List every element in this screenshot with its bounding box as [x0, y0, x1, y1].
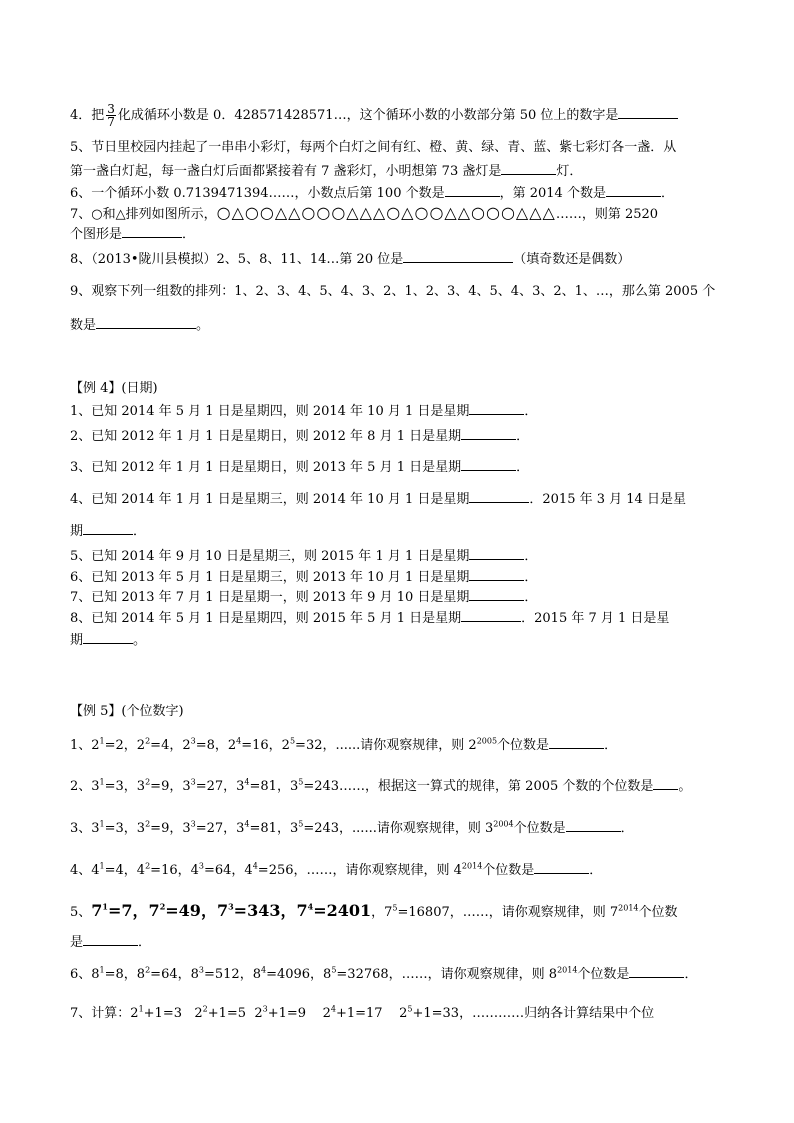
answer-blank[interactable] — [83, 932, 138, 946]
question-8: 8、（2013•陇川县模拟）2、5、8、11、14…第 20 位是 （填奇数还是偶数） — [70, 249, 724, 268]
ex4-q1: 1、已知 2014 年 5 月 1 日是星期四，则 2014 年 10 月 1 日是星期 ． — [70, 401, 724, 420]
ex4-q7: 7、已知 2013 年 7 月 1 日是星期一，则 2013 年 9 月 10 日是星期 ． — [70, 587, 724, 606]
answer-blank[interactable] — [618, 105, 678, 119]
answer-blank[interactable] — [469, 587, 524, 601]
ex5-q7: 7、计算：$2^1+1=3$ $2^2+1=5$ $2^3+1=9$ $2^4+1=17$ $2^5+1=33$，…………归纳各计算结果中个位 — [70, 1004, 655, 1021]
answer-blank[interactable] — [469, 567, 524, 581]
ex5-q5: 5、$7^1=7$，$7^2=49$，$7^3=343$，$7^4=2401$，$7^5=16807$，……，请你观察规律，则 $7^{2014}$个位数 — [70, 901, 678, 920]
answer-blank[interactable] — [606, 183, 661, 197]
question-7: 7、○和△排列如图所示，○△○○△△○○○△△△○△○○△△○○○△△△……，则第 2520 — [70, 203, 659, 222]
question-9-line1: 9、观察下列一组数的排列：1、2、3、4、5、4、3、2、1、2、3、4、5、4、3、2、1、…，那么第 2005 个 — [70, 284, 716, 299]
ex5-q5-line2: 是 ． — [70, 932, 724, 951]
ex5-q6: 6、$8^1=8$，$8^2=64$，$8^3=512$，$8^4=4096$，$8^5=32768$，……，请你观察规律，则 $8^{2014}$个位数是 ． — [70, 965, 698, 982]
shape-sequence: ○△○○△△○○○△△△○△○○△△○○○△△△ — [216, 203, 556, 222]
answer-blank[interactable] — [549, 735, 604, 749]
answer-blank[interactable] — [653, 776, 678, 790]
ex4-q3: 3、已知 2012 年 1 月 1 日是星期日，则 2013 年 5 月 1 日是星期 ． — [70, 457, 724, 476]
answer-blank[interactable] — [461, 457, 516, 471]
ex4-q5: 5、已知 2014 年 9 月 10 日是星期三，则 2015 年 1 月 1 日是星期 ． — [70, 546, 724, 565]
ex5-q4: 4、$4^1=4$，$4^2=16$，$4^3=64$，$4^4=256$，……，请你观察规律，则 $4^{2014}$个位数是 ． — [70, 861, 603, 878]
answer-blank[interactable] — [469, 489, 529, 503]
ex4-q4: 4、已知 2014 年 1 月 1 日是星期三，则 2014 年 10 月 1 日是星期 ．2015 年 3 月 14 日是星 — [70, 489, 724, 508]
ex5-q2: 2、$3^1=3$，$3^2=9$，$3^3=27$，$3^4=81$，$3^5=243\dots\dots$，根据这一算式的规律，第 2005 个数的个位数是 。 — [70, 777, 692, 794]
answer-blank[interactable] — [96, 315, 196, 329]
answer-blank[interactable] — [566, 818, 621, 832]
example-5-header: 【例 5】(个位数字) — [70, 704, 184, 719]
answer-blank[interactable] — [403, 249, 513, 263]
ex4-q8: 8、已知 2014 年 5 月 1 日是星期四，则 2015 年 5 月 1 日是星期 ．2015 年 7 月 1 日是星 — [70, 608, 724, 627]
answer-blank[interactable] — [445, 183, 500, 197]
answer-blank[interactable] — [469, 401, 524, 415]
ex4-q6: 6、已知 2013 年 5 月 1 日是星期三，则 2013 年 10 月 1 日是星期 ． — [70, 567, 724, 586]
fraction-3-7: $\frac{3}{7}$ — [107, 102, 115, 129]
answer-blank[interactable] — [83, 521, 133, 535]
q4-text: 化成循环小数是 0．428571428571…，这个循环小数的小数部分第 50 位上的数字是 — [117, 108, 619, 123]
question-7-line2: 个图形是 ． — [70, 224, 724, 243]
answer-blank[interactable] — [501, 161, 556, 175]
ex5-q3: 3、$3^1=3$，$3^2=9$，$3^3=27$，$3^4=81$，$3^5=243$，......请你观察规律，则 $3^{2004}$个位数是 ． — [70, 819, 634, 836]
answer-blank[interactable] — [534, 860, 589, 874]
answer-blank[interactable] — [629, 964, 684, 978]
question-6: 6、一个循环小数 0.7139471394……，小数点后第 100 个数是 ，第 2014 个数是 ． — [70, 183, 724, 202]
ex4-q2: 2、已知 2012 年 1 月 1 日是星期日，则 2012 年 8 月 1 日是星期 ． — [70, 426, 724, 445]
question-9-line2: 数是 。 — [70, 315, 724, 334]
question-5-line2: 第一盏白灯起，每一盏白灯后面都紧接着有 7 盏彩灯，小明想第 73 盏灯是 灯． — [70, 161, 724, 180]
ex4-q8-line2: 期 。 — [70, 630, 724, 649]
answer-blank[interactable] — [122, 224, 182, 238]
answer-blank[interactable] — [83, 630, 133, 644]
question-4 — [70, 103, 724, 128]
question-5-line1: 5、节日里校园内挂起了一串串小彩灯，每两个白灯之间有红、橙、黄、绿、青、蓝、紫七彩灯各一盏．从 — [70, 140, 677, 155]
answer-blank[interactable] — [461, 608, 521, 622]
ex4-q4-line2: 期 ． — [70, 521, 724, 540]
answer-blank[interactable] — [461, 426, 516, 440]
q4-prefix: 4．把 — [70, 108, 105, 123]
ex5-q1: 1、$2^1=2$，$2^2=4$，$2^3=8$，$2^4=16$，$2^5=32$，......请你观察规律，则 $2^{2005}$个位数是 ． — [70, 736, 618, 753]
answer-blank[interactable] — [469, 546, 524, 560]
example-4-header: 【例 4】(日期) — [70, 381, 158, 396]
